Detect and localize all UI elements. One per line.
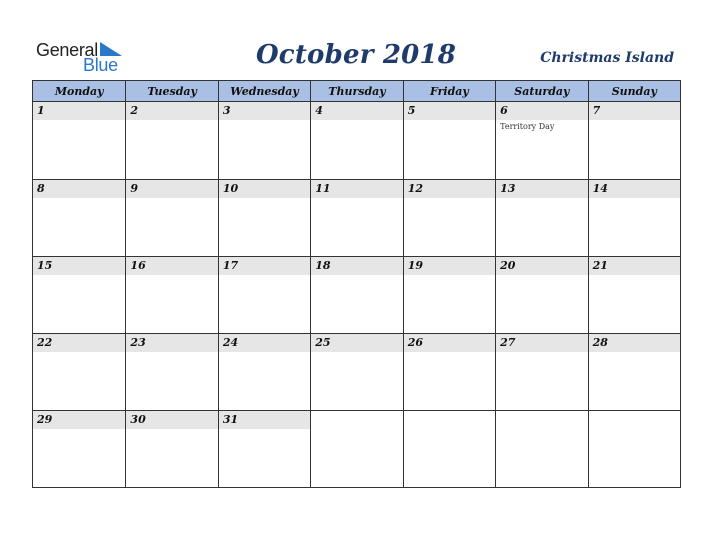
logo xyxy=(36,40,136,74)
weekday-header: Wednesday xyxy=(218,81,310,101)
calendar-day-cell xyxy=(310,180,402,256)
weekday-header-row xyxy=(32,80,681,102)
calendar-day-cell xyxy=(310,334,402,410)
calendar-week-row xyxy=(33,179,680,256)
calendar-grid xyxy=(32,80,681,488)
day-number: 29 xyxy=(37,413,53,426)
region-label: Christmas Island xyxy=(540,50,674,66)
day-number: 3 xyxy=(222,104,231,117)
day-number: 12 xyxy=(407,182,424,195)
day-number: 10 xyxy=(222,182,239,195)
calendar-day-cell xyxy=(310,102,402,179)
day-number: 13 xyxy=(500,182,516,195)
day-number: 14 xyxy=(592,182,608,195)
weekday-header: Friday xyxy=(403,81,495,101)
page-title: October 2018 xyxy=(255,40,457,70)
calendar-day-cell xyxy=(125,334,217,410)
calendar-week-row xyxy=(33,102,680,179)
day-number: 23 xyxy=(130,336,146,349)
calendar-day-cell xyxy=(218,102,310,179)
day-number: 2 xyxy=(130,104,139,117)
calendar-day-cell xyxy=(495,334,587,410)
date-strip xyxy=(496,102,587,120)
date-strip xyxy=(33,102,125,120)
calendar-day-cell xyxy=(125,411,217,487)
calendar-day-cell xyxy=(218,180,310,256)
date-strip xyxy=(311,102,402,120)
day-number: 27 xyxy=(500,336,516,349)
date-strip xyxy=(126,180,217,198)
calendar-day-cell xyxy=(495,102,587,179)
calendar-day-cell xyxy=(310,257,402,333)
weekday-header: Tuesday xyxy=(125,81,217,101)
calendar-day-cell xyxy=(588,411,680,487)
calendar-day-cell xyxy=(495,180,587,256)
calendar-day-cell xyxy=(403,180,495,256)
calendar-day-cell xyxy=(125,257,217,333)
calendar-day-cell xyxy=(403,411,495,487)
day-number: 6 xyxy=(500,104,508,117)
day-number: 24 xyxy=(222,336,239,349)
weekday-header: Saturday xyxy=(495,81,587,101)
day-number: 18 xyxy=(315,259,331,272)
calendar-day-cell xyxy=(33,180,125,256)
day-number: 22 xyxy=(37,336,53,349)
logo-text-blue: Blue xyxy=(83,55,118,75)
date-strip xyxy=(589,102,680,120)
calendar-day-cell xyxy=(33,411,125,487)
calendar-day-cell xyxy=(588,102,680,179)
day-number: 1 xyxy=(37,104,45,117)
date-strip xyxy=(33,180,125,198)
day-number: 17 xyxy=(222,259,239,272)
weekday-header: Monday xyxy=(54,84,104,98)
day-number: 28 xyxy=(592,336,608,349)
calendar-week-row xyxy=(33,410,680,487)
day-number: 15 xyxy=(37,259,53,272)
calendar-day-cell xyxy=(403,257,495,333)
logo-text-general: General xyxy=(36,40,98,60)
calendar-weeks xyxy=(32,102,681,488)
calendar-day-cell xyxy=(588,180,680,256)
calendar-day-cell xyxy=(403,334,495,410)
day-number: 26 xyxy=(407,336,424,349)
calendar-day-cell xyxy=(33,102,125,179)
calendar-day-cell xyxy=(125,102,217,179)
calendar-day-cell xyxy=(125,180,217,256)
calendar-day-cell xyxy=(495,411,587,487)
calendar-day-cell xyxy=(218,411,310,487)
calendar-day-cell xyxy=(403,102,495,179)
logo-flag-icon xyxy=(100,42,122,56)
day-number: 19 xyxy=(407,259,424,272)
day-number: 30 xyxy=(130,413,146,426)
date-strip xyxy=(404,102,495,120)
day-number: 8 xyxy=(37,182,45,195)
weekday-header: Sunday xyxy=(588,81,680,101)
calendar-day-cell xyxy=(33,334,125,410)
day-number: 16 xyxy=(130,259,146,272)
calendar-day-cell xyxy=(218,257,310,333)
calendar-day-cell xyxy=(218,334,310,410)
calendar-day-cell xyxy=(33,257,125,333)
calendar-week-row xyxy=(33,333,680,410)
day-number: 31 xyxy=(222,413,239,426)
day-number: 9 xyxy=(130,182,139,195)
holiday-label: Territory Day xyxy=(500,122,555,131)
day-number: 4 xyxy=(315,104,323,117)
day-number: 21 xyxy=(592,259,608,272)
day-number: 25 xyxy=(315,336,331,349)
calendar-day-cell xyxy=(310,411,402,487)
day-number: 20 xyxy=(500,259,516,272)
weekday-header: Thursday xyxy=(310,81,402,101)
day-number: 5 xyxy=(407,104,416,117)
date-strip xyxy=(219,102,310,120)
day-number: 11 xyxy=(315,182,331,195)
calendar-day-cell xyxy=(495,257,587,333)
date-strip xyxy=(126,102,217,120)
calendar-day-cell xyxy=(588,334,680,410)
day-number: 7 xyxy=(592,104,601,117)
calendar-day-cell xyxy=(588,257,680,333)
calendar-week-row xyxy=(33,256,680,333)
